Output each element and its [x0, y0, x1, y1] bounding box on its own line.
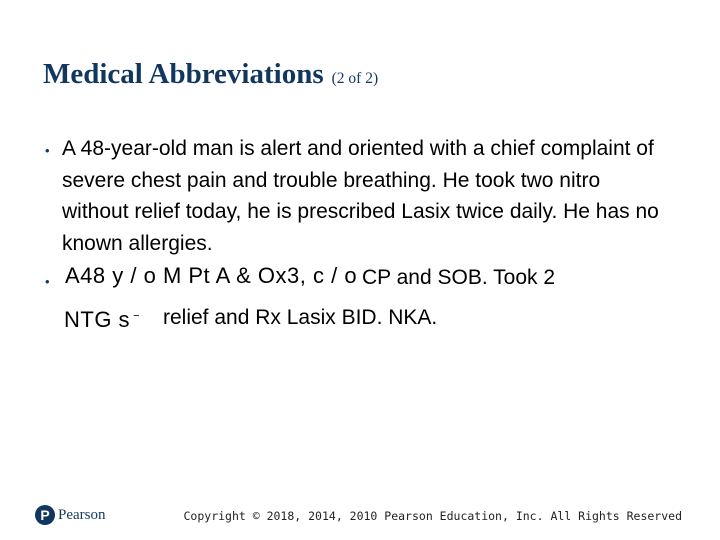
bullet-2-text-line-2: relief and Rx Lasix BID. NKA. [163, 306, 438, 329]
pearson-logo-text: Pearson [58, 506, 106, 523]
bullet-1-marker: • [45, 143, 50, 158]
copyright-notice: Copyright © 2018, 2014, 2010 Pearson Education, Inc. All Rights Reserved [183, 509, 682, 523]
abbreviation-ntg: NTG s [64, 307, 131, 332]
bullet-1-text: A 48-year-old man is alert and oriented with a chief complaint of severe chest pain and trouble breathing. He took two nitro without relief today, he is prescribed Lasix twice daily. He has no known allergies. [62, 137, 659, 255]
without-mark: − [133, 309, 140, 322]
bullet-2-marker: • [45, 274, 50, 289]
slide-title [43, 58, 378, 91]
abbreviation-line-2 [64, 307, 140, 333]
abbreviation-line-1: A48 y / o M Pt A & Ox3, c / o [65, 263, 358, 288]
title-part-indicator: (2 of 2) [331, 70, 379, 87]
bullet-2-text-line-1: CP and SOB. Took 2 [362, 266, 556, 289]
pearson-logo-icon: P [35, 505, 55, 525]
pearson-logo [35, 505, 106, 525]
title-main: Medical Abbreviations [43, 58, 324, 90]
